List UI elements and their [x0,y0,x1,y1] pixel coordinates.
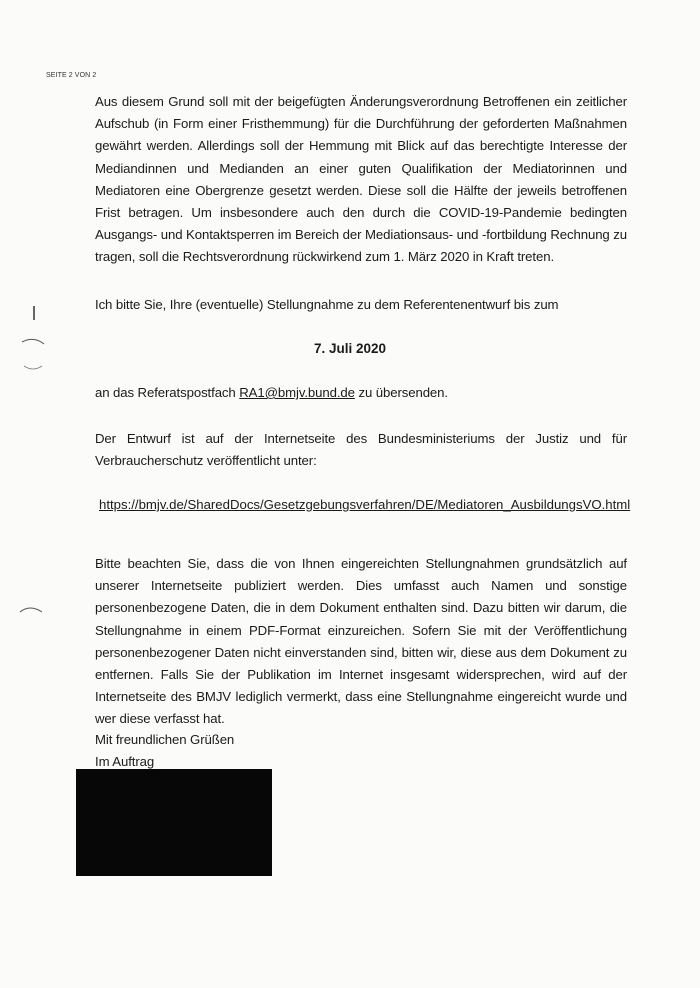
redacted-signature-block [76,769,272,876]
paragraph-send-to [95,382,627,404]
paragraph-publication-notice: Bitte beachten Sie, dass die von Ihnen eingereichten Stellungnahmen grundsätzlich auf unserer Internetseite publiziert werden. Dies umfasst auch Namen und sonstige personenbezogene Daten, die in dem Dokument enthalten sind. Dazu bitten wir darum, die Stellungnahme in einem PDF-Format einzureichen. Sofern Sie mit der Veröffentlichung personenbezogener Daten nicht einverstanden sind, bitten wir, diese aus dem Dokument zu entfernen. Falls Sie der Publikation im Internet insgesamt widersprechen, wird auf der Internetseite des BMJV lediglich vermerkt, dass eine Stellungnahme eingereicht wurde und wer diese verfasst hat. [95,556,627,727]
page-number-label: SEITE 2 VON 2 [46,72,97,79]
punch-hole-mark [33,306,35,320]
draft-url-link[interactable]: https://bmjv.de/SharedDocs/Gesetzgebungsverfahren/DE/Mediatoren_AusbildungsVO.html [99,497,631,512]
closing-greeting: Mit freundlichen Grüßen [95,732,235,747]
paragraph-draft-published: Der Entwurf ist auf der Internetseite des Bundesministeriums der Justiz und für Verbraucherschutz veröffentlicht unter: [95,431,627,469]
email-link[interactable]: RA1@bmjv.bund.de [239,385,355,400]
send-prefix: an das Referatspostfach [95,385,236,400]
by-order-line: Im Auftrag [95,754,155,769]
send-suffix: zu übersenden. [358,385,448,400]
paragraph-request-statement: Ich bitte Sie, Ihre (eventuelle) Stellungnahme zu dem Referentenentwurf bis zum [95,297,559,312]
paragraph-regulation-purpose: Aus diesem Grund soll mit der beigefügten Änderungsverordnung Betroffenen ein zeitlicher Aufschub (in Form einer Fristhemmung) für die Durchführung der geforderten Maßnahmen gewährt werden. Allerdings soll der Hemmung mit Blick auf das berechtigte Interesse der Mediandinnen und Medianden an einer guten Qualifikation der Mediatorinnen und Mediatoren eine Obergrenze gesetzt werden. Diese soll die Hälfte der jeweils betroffenen Frist betragen. Um insbesondere auch den durch die COVID-19-Pandemie bedingten Ausgangs- und Kontaktsperren im Bereich der Mediationsaus- und -fortbildung Rechnung zu tragen, soll die Rechtsverordnung rückwirkend zum 1. März 2020 in Kraft treten. [95,94,627,265]
scan-margin-marks [0,0,60,988]
deadline-date: 7. Juli 2020 [313,341,387,356]
